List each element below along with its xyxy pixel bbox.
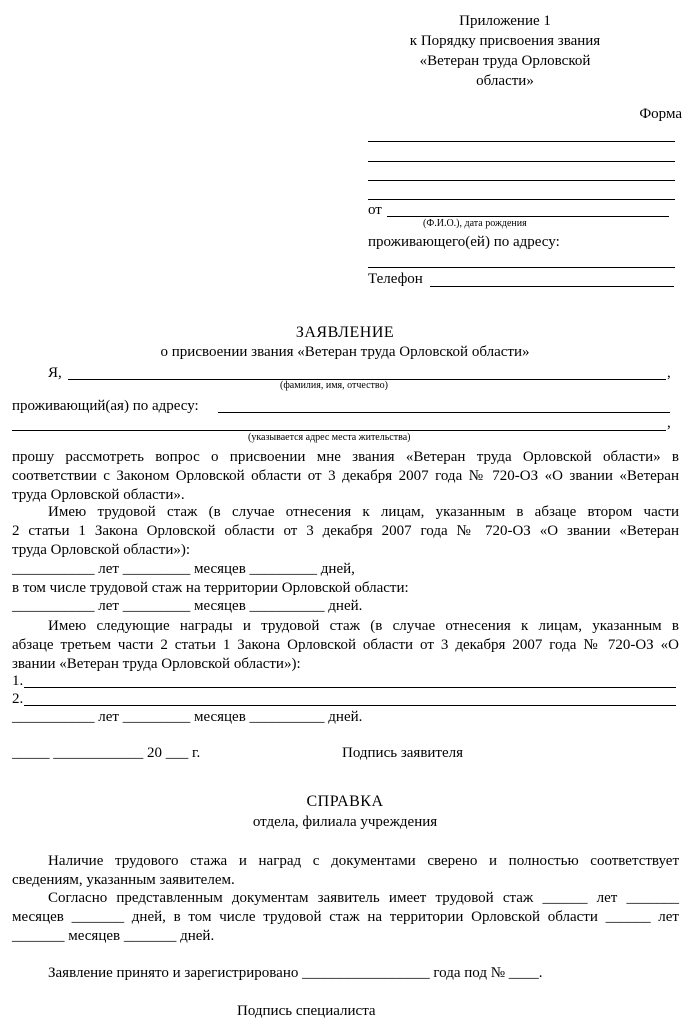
work-experience-line-1[interactable]: ___________ лет _________ месяцев _________ дней, bbox=[12, 561, 355, 577]
cert-para1-line-1: Наличие трудового стажа и наград с документами сверено и полностью соответствует bbox=[48, 853, 679, 869]
header-blank-line-4[interactable] bbox=[368, 199, 675, 200]
para3-line-3: звании «Ветеран труда Орловской области»): bbox=[12, 656, 301, 672]
fio-hint: (фамилия, имя, отчество) bbox=[280, 380, 388, 391]
applicant-signature-label: Подпись заявителя bbox=[342, 745, 464, 761]
appendix-line-1: Приложение 1 bbox=[459, 13, 551, 29]
para1-line-1: прошу рассмотреть вопрос о присвоении мне звания «Ветеран труда Орловской области» в bbox=[12, 449, 679, 465]
para2-line-1: Имею трудовой стаж (в случае отнесения к лицам, указанным в абзаце втором части bbox=[48, 504, 679, 520]
appendix-line-3: «Ветеран труда Орловской bbox=[419, 53, 591, 69]
i-label: Я, bbox=[48, 365, 62, 381]
para3-line-1: Имею следующие награды и трудовой стаж (в случае отнесения к лицам, указанным в bbox=[48, 618, 679, 634]
address-line-2[interactable] bbox=[12, 430, 666, 431]
header-address-label: проживающего(ей) по адресу: bbox=[368, 234, 560, 250]
certificate-subtitle: отдела, филиала учреждения bbox=[252, 814, 438, 830]
work-experience-line-2[interactable]: ___________ лет _________ месяцев __________ дней. bbox=[12, 598, 363, 614]
header-blank-line-2[interactable] bbox=[368, 161, 675, 162]
header-address-line[interactable] bbox=[368, 267, 675, 268]
cert-para1-line-2: сведениям, указанным заявителем. bbox=[12, 872, 235, 888]
specialist-signature-label: Подпись специалиста bbox=[237, 1003, 376, 1019]
cert-para2-line-1: Согласно представленным документам заявитель имеет трудовой стаж ______ лет _______ bbox=[48, 890, 679, 906]
phone-blank-line[interactable] bbox=[430, 286, 674, 287]
award-number-1: 1. bbox=[12, 673, 24, 689]
address-comma: , bbox=[667, 415, 671, 431]
form-label: Форма bbox=[639, 106, 682, 122]
para1-line-2: соответствии с Законом Орловской области от 3 декабря 2007 года № 720-ОЗ «О звании «Ветеран bbox=[12, 468, 679, 484]
appendix-line-2: к Порядку присвоения звания bbox=[409, 33, 601, 49]
address-label: проживающий(ая) по адресу: bbox=[12, 398, 199, 414]
header-blank-line-3[interactable] bbox=[368, 180, 675, 181]
address-hint: (указывается адрес места жительства) bbox=[248, 432, 411, 443]
appendix-line-4: области» bbox=[476, 73, 534, 89]
from-blank-line[interactable] bbox=[387, 216, 669, 217]
para3-line-2: абзаце третьем части 2 статьи 1 Закона Орловской области от 3 декабря 2007 года № 720-ОЗ «О bbox=[12, 637, 679, 653]
name-comma: , bbox=[667, 365, 671, 381]
fio-birthdate-hint: (Ф.И.О.), дата рождения bbox=[423, 218, 527, 229]
header-blank-line-1[interactable] bbox=[368, 141, 675, 142]
phone-label: Телефон bbox=[368, 271, 423, 287]
certificate-title: СПРАВКА bbox=[306, 793, 384, 810]
from-label: от bbox=[368, 202, 382, 218]
cert-para2-line-3: _______ месяцев _______ дней. bbox=[12, 928, 215, 944]
award-number-2: 2. bbox=[12, 691, 24, 707]
statement-title: ЗАЯВЛЕНИЕ bbox=[295, 324, 395, 341]
para1-line-3: труда Орловской области». bbox=[12, 487, 185, 503]
address-line-1[interactable] bbox=[218, 412, 670, 413]
statement-subtitle: о присвоении звания «Ветеран труда Орловской области» bbox=[160, 344, 530, 360]
registration-line[interactable]: Заявление принято и зарегистрировано _________________ года под № ____. bbox=[48, 965, 543, 981]
award-line-2[interactable] bbox=[24, 705, 676, 706]
para2-line-2: 2 статьи 1 Закона Орловской области от 3 декабря 2007 года № 720-ОЗ «О звании «Ветеран bbox=[12, 523, 679, 539]
para2-line-3: труда Орловской области»): bbox=[12, 542, 191, 558]
cert-para2-line-2: месяцев _______ дней, в том числе трудовой стаж на территории Орловской области ______ лет bbox=[12, 909, 679, 925]
regional-experience-label: в том числе трудовой стаж на территории Орловской области: bbox=[12, 580, 409, 596]
award-line-1[interactable] bbox=[24, 687, 676, 688]
date-line[interactable]: _____ ____________ 20 ___ г. bbox=[12, 745, 201, 761]
work-experience-line-3[interactable]: ___________ лет _________ месяцев __________ дней. bbox=[12, 709, 363, 725]
